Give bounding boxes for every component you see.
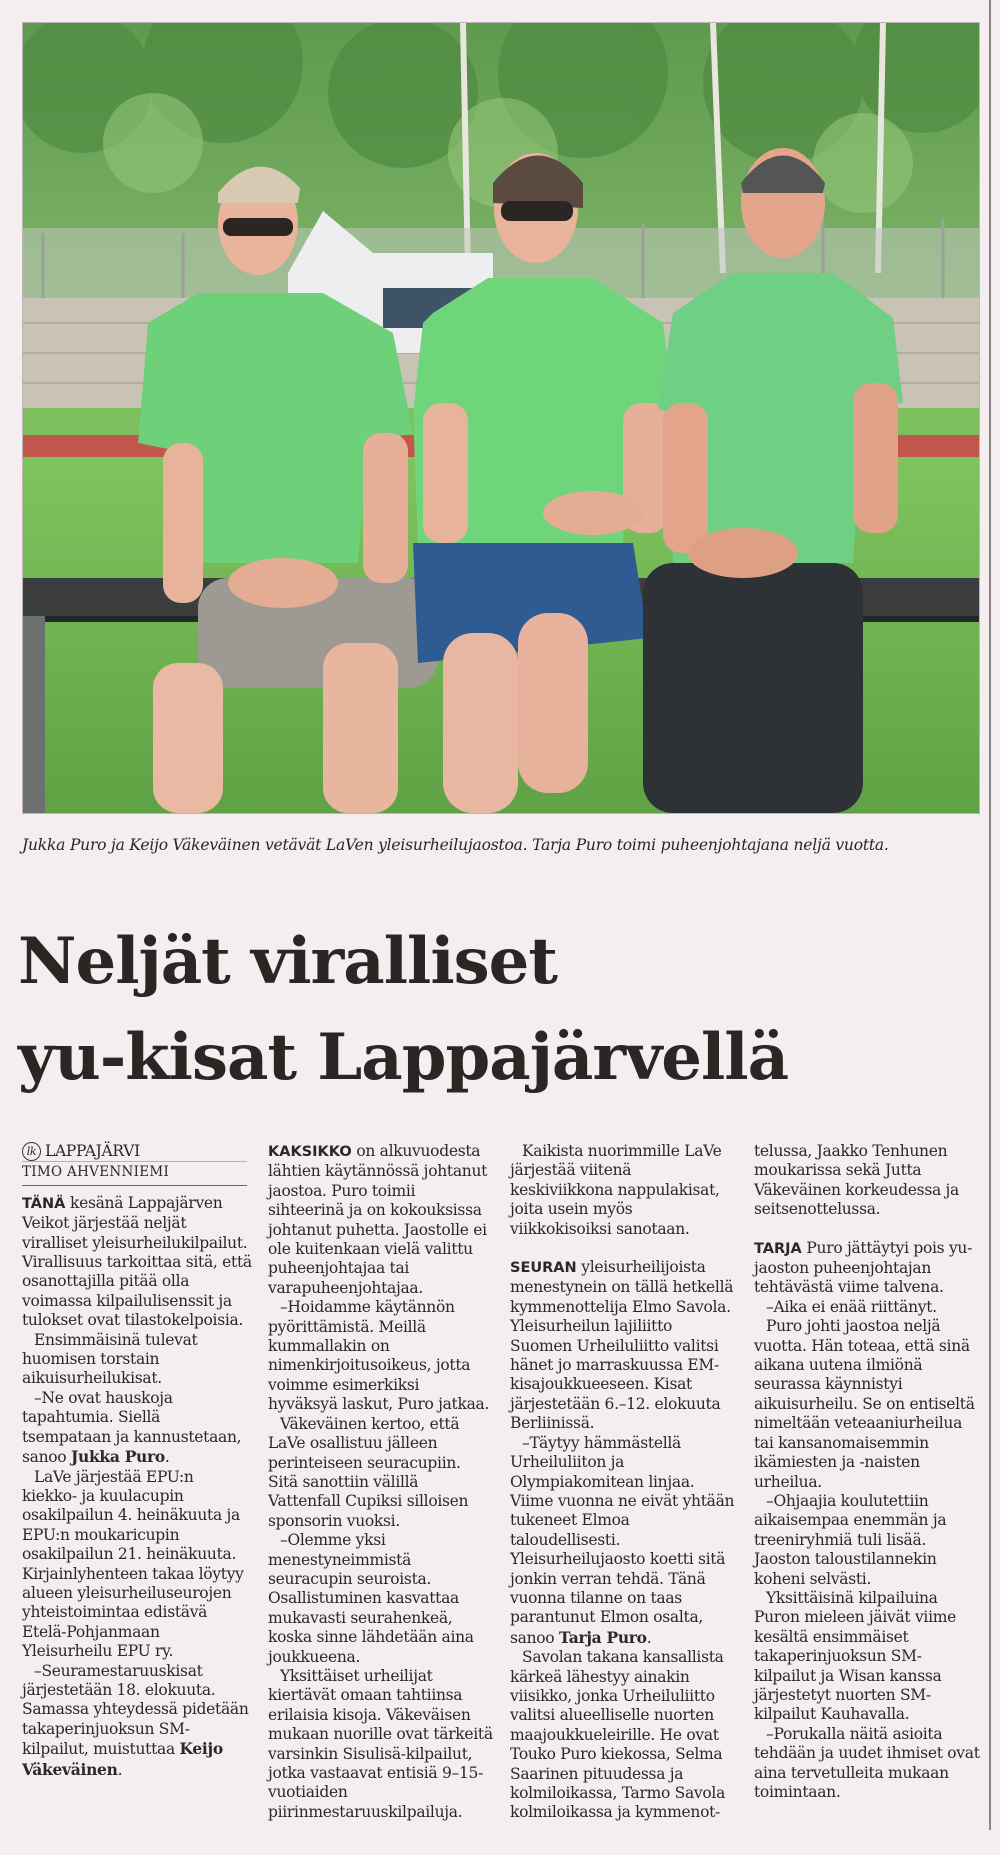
byline-divider [22,1185,247,1186]
paragraph: –Porukalla näitä asioita tehdään ja uudet ihmiset ovat aina tervetulleita mukaan toimintaan. [754,1724,980,1801]
paragraph-text: on alkuvuodesta lähtien käytännössä johtanut jaostoa. Puro toimii sihteerinä ja on kokouksissa johtanut puhetta. Jaostolle ei ole kuitenkaan vielä valittu puheenjohtajaa tai varapuheenjohtajaa. [268,1142,488,1297]
paragraph: –Ohjaajia koulutettiin aikaisempaa enemmän ja treeniryhmiä tuli lisää. Jaoston taloustilannekin koheni selvästi. [754,1491,947,1588]
paragraph-lead: TARJA [754,1240,802,1257]
paragraph: –Olemme yksi menestyneimmistä seuracupin seuroista. Osallistuminen kasvattaa mukavasti seurahenkeä, koska sinne lähdetään aina joukkueena. [268,1531,474,1666]
byline [22,1142,252,1186]
paragraph: Yksittäisinä kilpailuina Puron mieleen jäivät viime kesältä ensimmäiset takaperinjuoksun SM-kilpailut ja Wisan kanssa järjestetyt nuorten SM-kilpailut Kauhavalla. [754,1588,957,1724]
article-headline [18,914,978,1106]
paragraph-lead: KAKSIKKO [268,1144,352,1160]
paragraph: Savolan takana kansallista kärkeä lähestyy ainakin viisikko, jonka Urheiluliitto valitsi alueelliselle nuorten maajoukkueleirille. He ovat Touko Puro kiekossa, Selma Saarinen pituudessa ja kolmiloikassa, Tarmo Savola kolmiloikassa ja kymmenot- [510,1648,726,1822]
paragraph: Väkeväinen kertoo, että LaVe osallistuu jälleen perinteiseen seuracupiin. Sitä sanottiin välillä Vattenfall Cupiksi silloisen sponsorin vuoksi. [268,1414,469,1530]
byline-location [22,1142,252,1161]
paragraph: LaVe järjestää EPU:n kiekko- ja kuulacupin osakilpailun 4. heinäkuuta ja EPU:n moukaricupin osakilpailun 21. heinäkuuta. Kirjainlyhenteen takaa löytyy alueen yleisurheiluseurojen yhteistoimintaa edistävä Etelä-Pohjanmaan Yleisurheilu EPU ry. [22,1467,244,1661]
byline-author: TIMO AHVENNIEMI [22,1161,247,1182]
article-column-3 [510,1142,735,1823]
paragraph [22,1662,252,1780]
paragraph-text: . [164,1448,170,1467]
paragraph: Puro johti jaostoa neljä vuotta. Hän toteaa, että sinä aikana uutena ilmiönä seurassa käynnistyi aikuisurheilu. Se on entiseltä nimeltään veteaaniurheilua tai kansanomaisemmin ikämiesten ja -naisten urheilua. [754,1317,975,1491]
photo-caption: Jukka Puro ja Keijo Väkeväinen vetävät LaVen yleisurheilujaostoa. Tarja Puro toimi puheenjohtajana neljä vuotta. [22,836,889,854]
photo-image [23,23,979,813]
article-column-1 [22,1142,252,1780]
paragraph [510,1434,735,1648]
article-column-4 [754,1142,980,1802]
paragraph: –Aika ei enää riittänyt. [766,1297,937,1316]
paragraph [268,1142,493,1298]
paragraph: Ensimmäisinä tulevat huomisen torstain aikuisurheilukisat. [22,1330,198,1388]
article-column-2 [268,1142,493,1822]
paragraph-text: yleisurheilijoista menestynein on tällä hetkellä kymmenottelija Elmo Savola. Yleisurheilun lajiliitto Suomen Urheiluliitto valitsi hänet jo marraskuussa EM-kisajoukkueeseen. Kisat järjestetään 6.–12. elokuuta Berliinissä. [510,1258,734,1433]
paragraph: Yksittäiset urheilijat kiertävät omaan tahtiinsa erilaisia kisoja. Väkeväisen mukaan nuorille ovat tärkeitä varsinkin Sisulisä-kilpailut, jotka vastaavat entisiä 9–15-vuotiaiden piirinmestaruuskilpailuja. [268,1666,493,1821]
paragraph [22,1389,252,1468]
paragraph-text: kesänä Lappajärven Veikot järjestää neljät viralliset yleisurheilukilpailut. Virallisuus tarkoittaa sitä, että osanottajilla pitää olla voimassa kilpailulisenssit ja tulokset ovat tilastokelpoisia. [22,1193,252,1330]
paragraph-text: . [117,1760,123,1779]
paragraph: Kaikista nuorimmille LaVe järjestää viitenä keskiviikkona nappulakisat, joita usein myös viikkokisoiksi sanotaan. [510,1142,722,1238]
column-divider [989,0,991,1830]
paragraph [510,1258,735,1434]
newspaper-logo-icon: lk [22,1142,41,1161]
location-label: LAPPAJÄRVI [45,1142,140,1160]
paragraph: –Hoidamme käytännön pyörittämistä. Meillä kummallakin on nimenkirjoitusoikeus, jotta voimme esimerkiksi hyväksyä laskut, Puro jatkaa. [268,1298,490,1414]
person-name: Tarja Puro [558,1627,647,1647]
headline-line-1: Neljät viralliset [18,924,557,999]
paragraph [754,1239,980,1298]
paragraph [22,1194,252,1331]
paragraph-lead: TÄNÄ [22,1195,66,1212]
paragraph: telussa, Jaakko Tenhunen moukarissa sekä Jutta Väkeväinen korkeudessa ja seitsenottelussa. [754,1142,959,1219]
person-name: Jukka Puro [70,1447,165,1467]
paragraph-text: –Täytyy hämmästellä Urheiluliiton ja Olympiakomitean linjaa. Viime vuonna ne eivät yhtään tukeneet Elmoa taloudellisesti. Yleisurheilujaosto koetti sitä jonkin verran tehdä. Tänä vuonna tilanne on taas parantunut Elmon osalta, sanoo [510,1433,735,1647]
paragraph-text: Puro jättäytyi pois yu-jaoston puheenjohtajan tehtävästä viime talvena. [754,1238,973,1297]
paragraph-text: –Seuramestaruuskisat järjestetään 18. elokuuta. Samassa yhteydessä pidetään takaperinjuoksun SM-kilpailut, muistuttaa [22,1661,249,1759]
article-photo [22,22,980,814]
paragraph-text: –Ne ovat hauskoja tapahtumia. Siellä tsempataan ja kannustetaan, sanoo [22,1388,242,1467]
headline-line-2: yu-kisat Lappajärvellä [18,1020,789,1095]
person-name: Keijo Väkeväinen [22,1739,223,1779]
paragraph-lead: SEURAN [510,1260,577,1277]
paragraph-text: . [646,1628,652,1647]
